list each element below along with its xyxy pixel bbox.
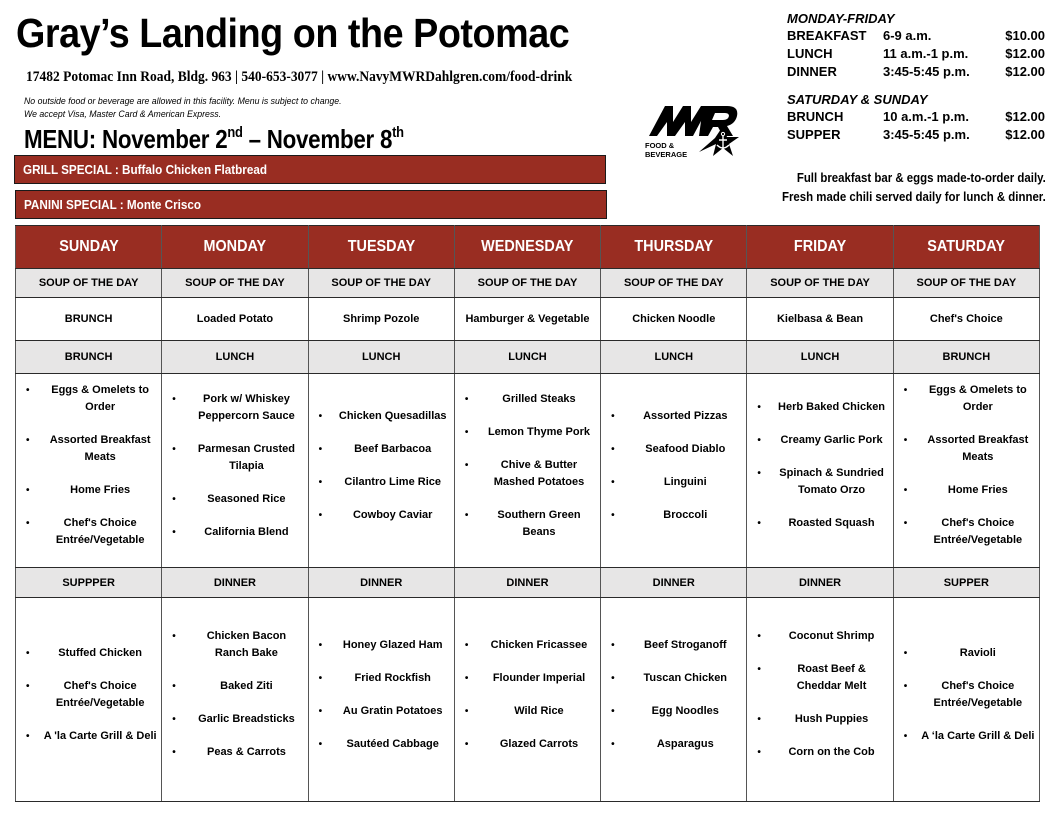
meal-price: $12.00	[1005, 64, 1045, 79]
soup-of-day: Hamburger & Vegetable	[454, 298, 600, 341]
meal-price: $12.00	[1005, 127, 1045, 142]
dish-item: • Seafood Diablo	[609, 441, 742, 458]
meal-label: LUNCH	[308, 341, 454, 374]
dish-item: • Glazed Carrots	[463, 736, 596, 753]
weekly-menu-table	[15, 225, 1040, 802]
dish-item: • Herb Baked Chicken	[755, 399, 888, 416]
dish-item: • Chive & Butter Mashed Potatoes	[463, 457, 596, 491]
dish-item: • Creamy Garlic Pork	[755, 432, 888, 449]
page-title: Gray’s Landing on the Potomac	[16, 10, 570, 56]
day-header-sunday: SUNDAY	[16, 226, 162, 269]
day-header-friday: FRIDAY	[747, 226, 893, 269]
dish-item: • Cowboy Caviar	[317, 507, 450, 524]
soup-of-day: Kielbasa & Bean	[747, 298, 893, 341]
grill-special-text: GRILL SPECIAL : Buffalo Chicken Flatbread	[23, 162, 267, 177]
meal-items-cell	[308, 598, 454, 802]
soup-label: SOUP OF THE DAY	[601, 269, 747, 298]
dish-item: • Roast Beef & Cheddar Melt	[755, 661, 888, 695]
svg-text:FOOD &: FOOD &	[645, 141, 675, 150]
menu-date-start: MENU: November 2	[24, 124, 228, 154]
dish-item: • A 'la Carte Grill & Deli	[24, 728, 157, 745]
dish-item: • Sautéed Cabbage	[317, 736, 450, 753]
dish-item: • Tuscan Chicken	[609, 670, 742, 687]
meal-items-cell	[16, 598, 162, 802]
dish-item: • Chicken Fricassee	[463, 637, 596, 654]
meal-label: SUPPER	[893, 568, 1039, 598]
dish-item: • Southern Green Beans	[463, 507, 596, 541]
meal1-label-row	[16, 341, 1040, 374]
dish-item: • Parmesan Crusted Tilapia	[170, 441, 303, 475]
soup-label: SOUP OF THE DAY	[162, 269, 308, 298]
meal-time: 3:45-5:45 p.m.	[883, 64, 970, 79]
meal-time: 6-9 a.m.	[883, 28, 932, 43]
meal-items-cell	[16, 374, 162, 568]
dish-item: • Asparagus	[609, 736, 742, 753]
mwr-logo	[643, 100, 743, 160]
dish-item: • Wild Rice	[463, 703, 596, 720]
soup-label: SOUP OF THE DAY	[747, 269, 893, 298]
meal-items-cell	[601, 374, 747, 568]
meal2-label-row	[16, 568, 1040, 598]
hours-row-lunch	[787, 45, 1049, 63]
soup-label: SOUP OF THE DAY	[454, 269, 600, 298]
dish-item: • Flounder Imperial	[463, 670, 596, 687]
notice-line-2: We accept Visa, Master Card & American Express.	[24, 109, 222, 120]
meal-price: $12.00	[1005, 109, 1045, 124]
meal-label: SUPPPER	[16, 568, 162, 598]
dish-item: • Roasted Squash	[755, 515, 888, 532]
dish-item: • Stuffed Chicken	[24, 645, 157, 662]
soup-of-day: Chicken Noodle	[601, 298, 747, 341]
dish-item: • Seasoned Rice	[170, 491, 303, 508]
dish-item: • Chef's Choice Entrée/Vegetable	[902, 515, 1035, 549]
meal-items-cell	[893, 374, 1039, 568]
dish-item: • Beef Barbacoa	[317, 441, 450, 458]
dish-item: • A ‘la Carte Grill & Deli	[902, 728, 1035, 745]
dish-item: • Baked Ziti	[170, 678, 303, 695]
meal-label: DINNER	[308, 568, 454, 598]
dish-item: • Ravioli	[902, 645, 1035, 662]
soup-row	[16, 298, 1040, 341]
meal-price: $12.00	[1005, 46, 1045, 61]
meal-label: DINNER	[601, 568, 747, 598]
tagline-line-2: Fresh made chili served daily for lunch & dinner.	[782, 189, 1046, 204]
dish-item: • Egg Noodles	[609, 703, 742, 720]
dish-item: • Chef's Choice Entrée/Vegetable	[24, 678, 157, 712]
dish-item: • Chicken Quesadillas	[317, 408, 450, 425]
dish-item: • Hush Puppies	[755, 711, 888, 728]
meal-label: LUNCH	[601, 341, 747, 374]
dish-item: • Coconut Shrimp	[755, 628, 888, 645]
meal-name: LUNCH	[787, 46, 833, 61]
hours-row-brunch	[787, 108, 1049, 126]
dish-item: • Eggs & Omelets to Order	[902, 382, 1035, 416]
dish-item: • Broccoli	[609, 507, 742, 524]
meal-name: BREAKFAST	[787, 28, 867, 43]
dish-item: • Spinach & Sundried Tomato Orzo	[755, 465, 888, 499]
panini-special-text: PANINI SPECIAL : Monte Crisco	[24, 197, 202, 212]
meal-label: LUNCH	[747, 341, 893, 374]
meal-price: $10.00	[1005, 28, 1045, 43]
dish-item: • Beef Stroganoff	[609, 637, 742, 654]
dish-item: • Peas & Carrots	[170, 744, 303, 761]
grill-special-banner	[14, 155, 606, 184]
hours-row-breakfast	[787, 27, 1049, 45]
day-header-saturday: SATURDAY	[893, 226, 1039, 269]
dish-item: • Honey Glazed Ham	[317, 637, 450, 654]
meal-time: 11 a.m.-1 p.m.	[883, 46, 969, 61]
meal-label: DINNER	[454, 568, 600, 598]
soup-label: SOUP OF THE DAY	[893, 269, 1039, 298]
meal-label: BRUNCH	[16, 341, 162, 374]
meal-items-cell	[162, 598, 308, 802]
meal-items-cell	[747, 374, 893, 568]
dish-item: • Fried Rockfish	[317, 670, 450, 687]
meal-time: 10 a.m.-1 p.m.	[883, 109, 969, 124]
meal-label: LUNCH	[162, 341, 308, 374]
soup-label-row	[16, 269, 1040, 298]
dish-item: • Home Fries	[24, 482, 157, 499]
day-header-thursday: THURSDAY	[601, 226, 747, 269]
dish-item: • Corn on the Cob	[755, 744, 888, 761]
meal-name: BRUNCH	[787, 109, 844, 124]
meal-items-cell	[308, 374, 454, 568]
meal-name: SUPPER	[787, 127, 841, 142]
weekend-header: SATURDAY & SUNDAY	[787, 92, 928, 107]
day-header-tuesday: TUESDAY	[308, 226, 454, 269]
soup-of-day: BRUNCH	[16, 298, 162, 341]
dish-item: • Home Fries	[902, 482, 1035, 499]
mwr-logo-icon	[643, 100, 743, 160]
dish-item: • Linguini	[609, 474, 742, 491]
dish-item: • Garlic Breadsticks	[170, 711, 303, 728]
dish-item: • Au Gratin Potatoes	[317, 703, 450, 720]
meal-label: DINNER	[747, 568, 893, 598]
tagline-line-1: Full breakfast bar & eggs made-to-order daily.	[797, 170, 1046, 185]
meal1-items-row	[16, 374, 1040, 568]
dish-item: • Chef's Choice Entrée/Vegetable	[24, 515, 157, 549]
dish-item: • Assorted Breakfast Meats	[24, 432, 157, 466]
dish-item: • Assorted Breakfast Meats	[902, 432, 1035, 466]
address-line: 17482 Potomac Inn Road, Bldg. 963 | 540-653-3077 | www.NavyMWRDahlgren.com/food-drink	[26, 69, 573, 85]
meal2-items-row	[16, 598, 1040, 802]
hours-pricing-panel	[787, 10, 1049, 144]
meal-name: DINNER	[787, 64, 837, 79]
ordinal-suffix: nd	[227, 124, 243, 141]
hours-row-dinner	[787, 63, 1049, 81]
hours-row-supper	[787, 126, 1049, 144]
soup-label: SOUP OF THE DAY	[308, 269, 454, 298]
ordinal-suffix: th	[392, 124, 404, 141]
daily-offerings-note	[746, 168, 1046, 206]
meal-items-cell	[454, 598, 600, 802]
weekday-header: MONDAY-FRIDAY	[787, 11, 895, 26]
notice-line-1: No outside food or beverage are allowed in this facility. Menu is subject to change.	[24, 96, 342, 107]
dish-item: • Chef's Choice Entrée/Vegetable	[902, 678, 1035, 712]
meal-label: DINNER	[162, 568, 308, 598]
meal-items-cell	[601, 598, 747, 802]
menu-date-end: – November 8	[242, 124, 393, 154]
dish-item: • Cilantro Lime Rice	[317, 474, 450, 491]
meal-items-cell	[747, 598, 893, 802]
dish-item: • Pork w/ Whiskey Peppercorn Sauce	[170, 391, 303, 425]
soup-of-day: Chef's Choice	[893, 298, 1039, 341]
meal-items-cell	[454, 374, 600, 568]
day-header-monday: MONDAY	[162, 226, 308, 269]
dish-item: • Grilled Steaks	[463, 391, 596, 408]
dish-item: • Eggs & Omelets to Order	[24, 382, 157, 416]
dish-item: • Lemon Thyme Pork	[463, 424, 596, 441]
meal-label: LUNCH	[454, 341, 600, 374]
meal-label: BRUNCH	[893, 341, 1039, 374]
day-header-row	[16, 226, 1040, 269]
soup-of-day: Loaded Potato	[162, 298, 308, 341]
dish-item: • Chicken Bacon Ranch Bake	[170, 628, 303, 662]
meal-items-cell	[893, 598, 1039, 802]
meal-items-cell	[162, 374, 308, 568]
soup-label: SOUP OF THE DAY	[16, 269, 162, 298]
policy-notice	[24, 95, 342, 121]
day-header-wednesday: WEDNESDAY	[454, 226, 600, 269]
dish-item: • California Blend	[170, 524, 303, 541]
panini-special-banner	[15, 190, 607, 219]
meal-time: 3:45-5:45 p.m.	[883, 127, 970, 142]
dish-item: • Assorted Pizzas	[609, 408, 742, 425]
soup-of-day: Shrimp Pozole	[308, 298, 454, 341]
svg-text:BEVERAGE: BEVERAGE	[645, 150, 688, 159]
menu-date-range	[24, 124, 404, 155]
